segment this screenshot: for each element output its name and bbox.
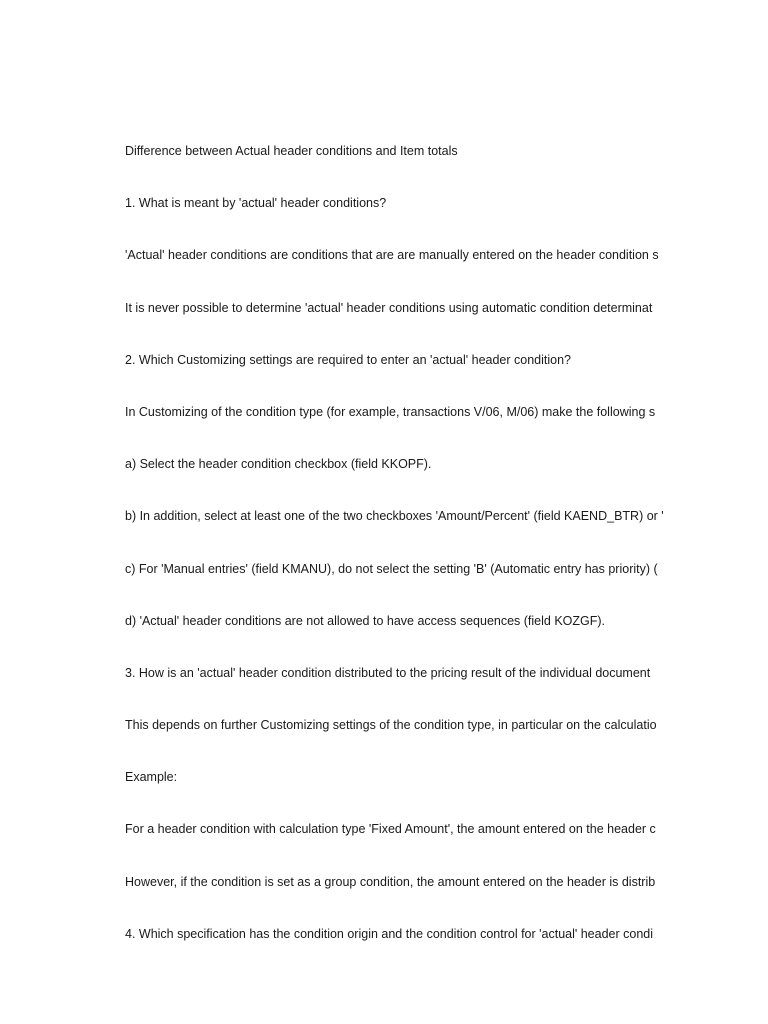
list-item-c: c) For 'Manual entries' (field KMANU), do not select the setting 'B' (Automatic entry has priority) ( xyxy=(125,561,658,576)
paragraph: In Customizing of the condition type (for example, transactions V/06, M/06) make the following s xyxy=(125,404,656,419)
list-item-b: b) In addition, select at least one of the two checkboxes 'Amount/Percent' (field KAEND_BTR) or ' xyxy=(125,509,664,524)
paragraph: However, if the condition is set as a group condition, the amount entered on the header is distrib xyxy=(125,874,656,889)
paragraph: This depends on further Customizing settings of the condition type, in particular on the calculatio xyxy=(125,718,657,733)
document-body xyxy=(125,141,668,976)
example-label: Example: xyxy=(125,770,178,785)
paragraph: It is never possible to determine 'actual' header conditions using automatic condition determinat xyxy=(125,300,653,315)
paragraph: 'Actual' header conditions are conditions that are are manually entered on the header condition s xyxy=(125,248,659,263)
question-heading-3: 3. How is an 'actual' header condition distributed to the pricing result of the individual document xyxy=(125,665,651,680)
question-heading-1: 1. What is meant by 'actual' header conditions? xyxy=(125,196,387,211)
list-item-a: a) Select the header condition checkbox (field KKOPF). xyxy=(125,457,432,472)
document-title: Difference between Actual header conditions and Item totals xyxy=(125,144,458,158)
question-heading-4: 4. Which specification has the condition origin and the condition control for 'actual' header condi xyxy=(125,926,654,941)
paragraph: For a header condition with calculation type 'Fixed Amount', the amount entered on the header c xyxy=(125,822,656,837)
question-heading-2: 2. Which Customizing settings are required to enter an 'actual' header condition? xyxy=(125,352,571,367)
list-item-d: d) 'Actual' header conditions are not allowed to have access sequences (field KOZGF). xyxy=(125,613,606,628)
